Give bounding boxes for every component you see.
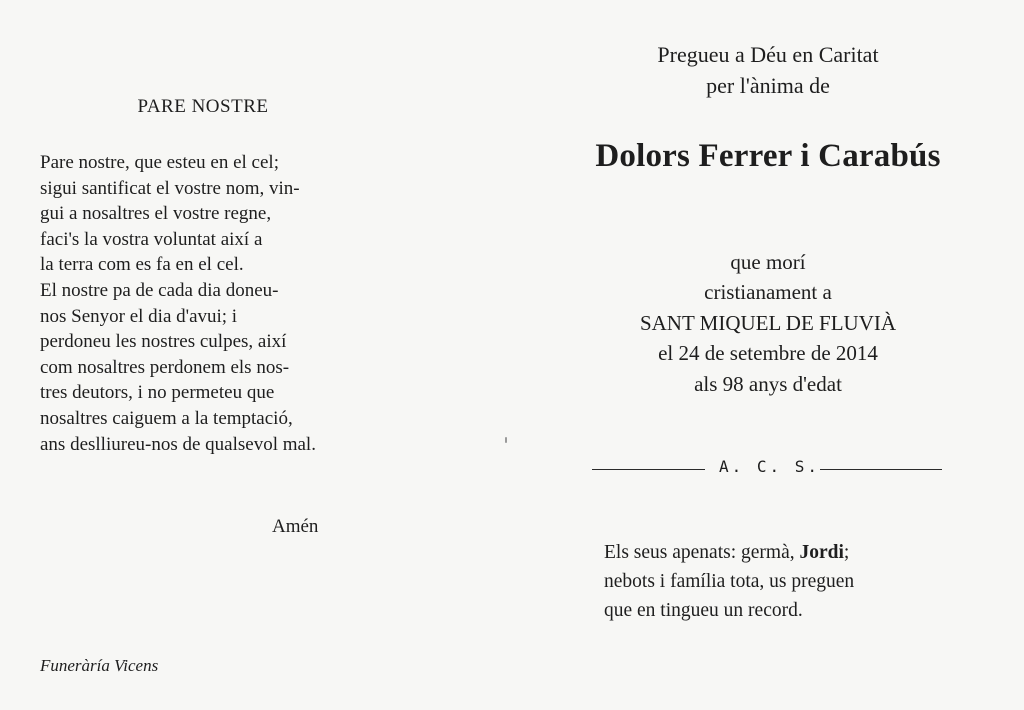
prayer-title: PARE NOSTRE <box>137 96 269 117</box>
age-at-death: als 98 anys d'edat <box>694 371 842 396</box>
prayer-line: gui a nosaltres el vostre regne, <box>40 203 272 225</box>
mourners-suffix: ; <box>843 542 850 563</box>
mourners-line: que en tingueu un record. <box>604 600 803 621</box>
mourner-name: Jordi <box>799 542 844 563</box>
funeral-home-credit: Funeràría Vicens <box>40 656 159 675</box>
acs-text: A. C. S. <box>719 457 821 476</box>
prayer-line: la terra com es fa en el cel. <box>40 254 244 276</box>
prayer-request-line: per l'ànima de <box>706 73 830 98</box>
prayer-line: Pare nostre, que esteu en el cel; <box>40 152 279 173</box>
prayer-line: nos Senyor el dia d'avui; i <box>40 305 238 327</box>
memorial-panel <box>512 0 1024 710</box>
death-place: SANT MIQUEL DE FLUVIÀ <box>639 310 897 335</box>
prayer-line: tres deutors, i no permeteu que <box>40 382 275 404</box>
deceased-name: Dolors Ferrer i Carabús <box>595 138 941 174</box>
amen-text: Amén <box>272 516 319 537</box>
death-date: el 24 de setembre de 2014 <box>658 341 878 366</box>
prayer-line: com nosaltres perdonem els nos- <box>40 356 290 378</box>
prayer-request-line: Pregueu a Déu en Caritat <box>657 42 879 67</box>
death-detail-line: cristianament a <box>704 280 832 305</box>
divider-rule-right <box>820 469 942 470</box>
mourners-line <box>604 538 934 567</box>
prayer-line: nosaltres caiguem a la temptació, <box>40 407 293 429</box>
mourners-prefix: Els seus apenats: germà, <box>604 542 800 563</box>
mourners-text <box>604 538 934 625</box>
paper-speck <box>505 437 507 443</box>
acs-divider <box>592 454 942 484</box>
mourners-line: nebots i família tota, us preguen <box>604 571 855 592</box>
prayer-line: ans deslliureu-nos de qualsevol mal. <box>40 433 316 455</box>
divider-rule-left <box>592 469 705 470</box>
prayer-line: faci's la vostra voluntat així a <box>40 228 263 250</box>
death-details <box>512 247 1024 399</box>
prayer-line: sigui santificat el vostre nom, vin- <box>40 177 300 199</box>
prayer-text <box>40 150 410 457</box>
prayer-line: El nostre pa de cada dia doneu- <box>40 279 279 301</box>
death-detail-line: que morí <box>730 250 806 274</box>
prayer-panel <box>0 0 500 710</box>
prayer-request <box>512 39 1024 101</box>
prayer-line: perdoneu les nostres culpes, així <box>40 331 287 353</box>
